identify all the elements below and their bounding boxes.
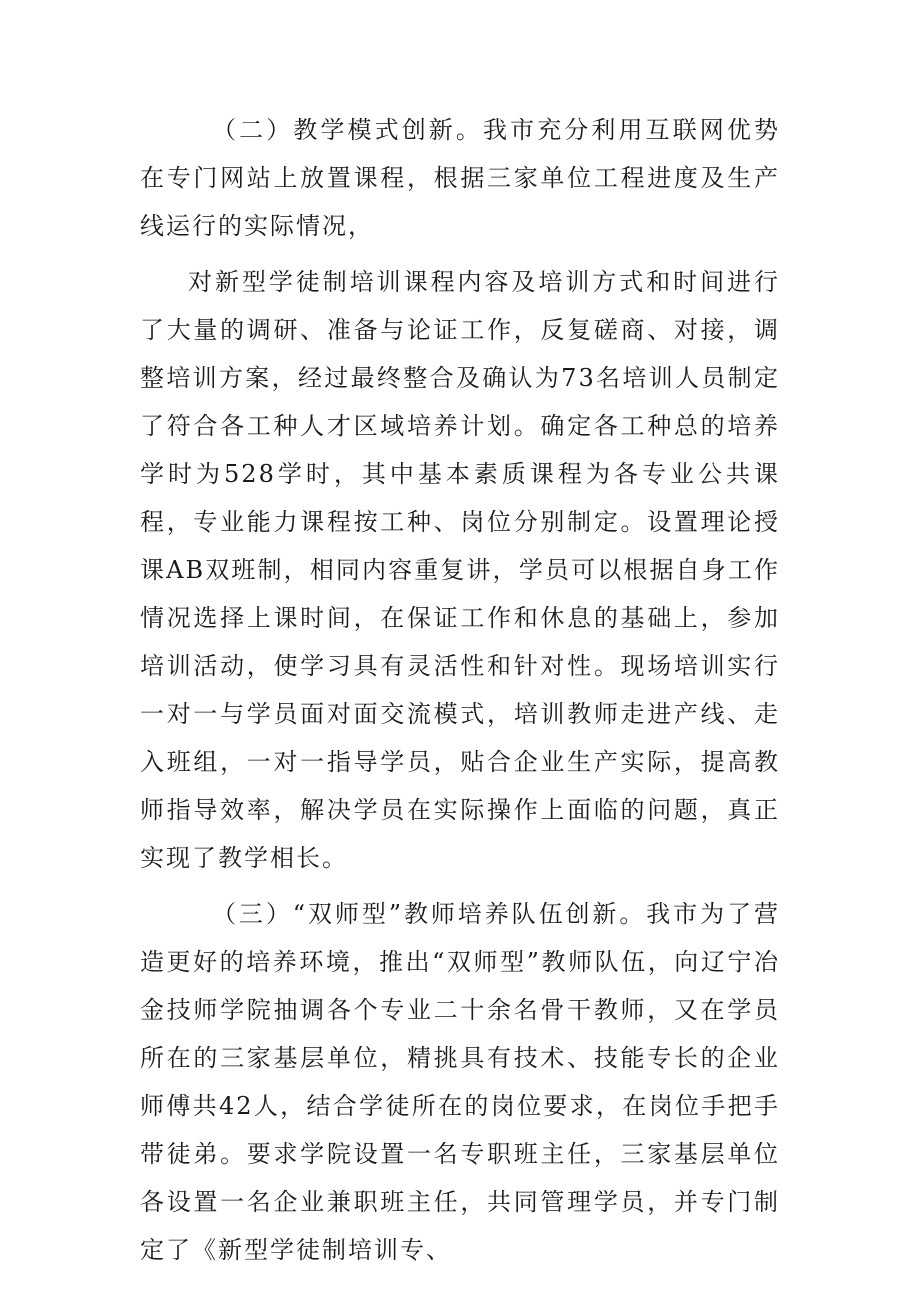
document-body (140, 106, 780, 1282)
paragraph-training-content: 对新型学徒制培训课程内容及培训方式和时间进行了大量的调研、准备与论证工作，反复磋商、对接，调整培训方案，经过最终整合及确认为73名培训人员制定了符合各工种人才区域培养计划。确定各工种总的培养学时为528学时，其中基本素质课程为各专业公共课程，专业能力课程按工种、岗位分别制定。设置理论授课AB双班制，相同内容重复讲，学员可以根据自身工作情况选择上课时间，在保证工作和休息的基础上，参加培训活动，使学习具有灵活性和针对性。现场培训实行一对一与学员面对面交流模式，培训教师走进产线、走入班组，一对一指导学员，贴合企业生产实际，提高教师指导效率，解决学员在实际操作上面临的问题，真正实现了教学相长。 (140, 268, 780, 872)
paragraph-dual-teacher: （三）“双师型”教师培养队伍创新。我市为了营造更好的培养环境，推出“双师型”教师队伍，向辽宁冶金技师学院抽调各个专业二十余名骨干教师，又在学员所在的三家基层单位，精挑具有技术、技能专长的企业师傅共42人，结合学徒所在的岗位要求，在岗位手把手带徒弟。要求学院设置一名专职班主任，三家基层单位各设置一名企业兼职班主任，共同管理学员，并专门制定了《新型学徒制培训专、 (140, 900, 780, 1264)
paragraph-teaching-mode: （二）教学模式创新。我市充分利用互联网优势在专门网站上放置课程，根据三家单位工程进度及生产线运行的实际情况， (140, 116, 780, 240)
